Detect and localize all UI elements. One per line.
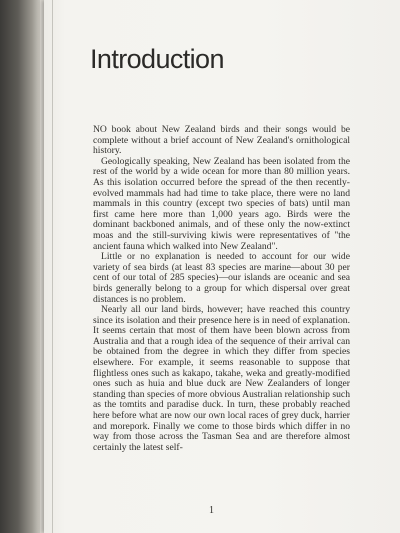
body-text bbox=[93, 125, 350, 453]
paragraph: NO book about New Zealand birds and their songs would be complete without a brief account of New Zealand's ornithological history. bbox=[93, 124, 350, 157]
paragraph: Geologically speaking, New Zealand has been isolated from the rest of the world by a wide ocean for more than 80 million years. As this isolation occurred before the spread of the then recently-evolved mammals had had time to take place, there were no land mammals in this country (except two species of bats) until man first came here more than 1,000 years ago. Birds were the dominant backboned animals, and of these only the now-extinct moas and the still-surviving kiwis were representatives of "the ancient fauna which walked into New Zealand". bbox=[93, 155, 350, 252]
chapter-title: Introduction bbox=[90, 44, 224, 74]
paragraph: Little or no explanation is needed to account for our wide variety of sea birds (at least 83 species are marine—about 30 per cent of our total of 285 species)—our islands are oceanic and sea birds generally belong to a group for which dispersal over great distances is no problem. bbox=[93, 251, 350, 305]
paragraph: Nearly all our land birds, however; have reached this country since its isolation and their presence here is in need of explanation. It seems certain that most of them have been blown across from Australia and that a rough idea of the sequence of their arrival can be obtained from the degree in which they differ from species elsewhere. For example, it seems reasonable to suppose that flightless ones such as kakapo, takahe, weka and greatly-modified ones such as huia and blue duck are New Zealanders of longer standing than species of more obvious Australian relationship such as the tomtits and paradise duck. In turn, these probably reached here before what are now our own local races of grey duck, harrier and morepork. Finally we come to those birds which differ in no way from those across the Tasman Sea and are therefore almost certainly the latest self- bbox=[93, 304, 350, 453]
page-gutter bbox=[52, 0, 53, 533]
background-edge bbox=[0, 0, 40, 533]
page-number: 1 bbox=[209, 505, 214, 516]
